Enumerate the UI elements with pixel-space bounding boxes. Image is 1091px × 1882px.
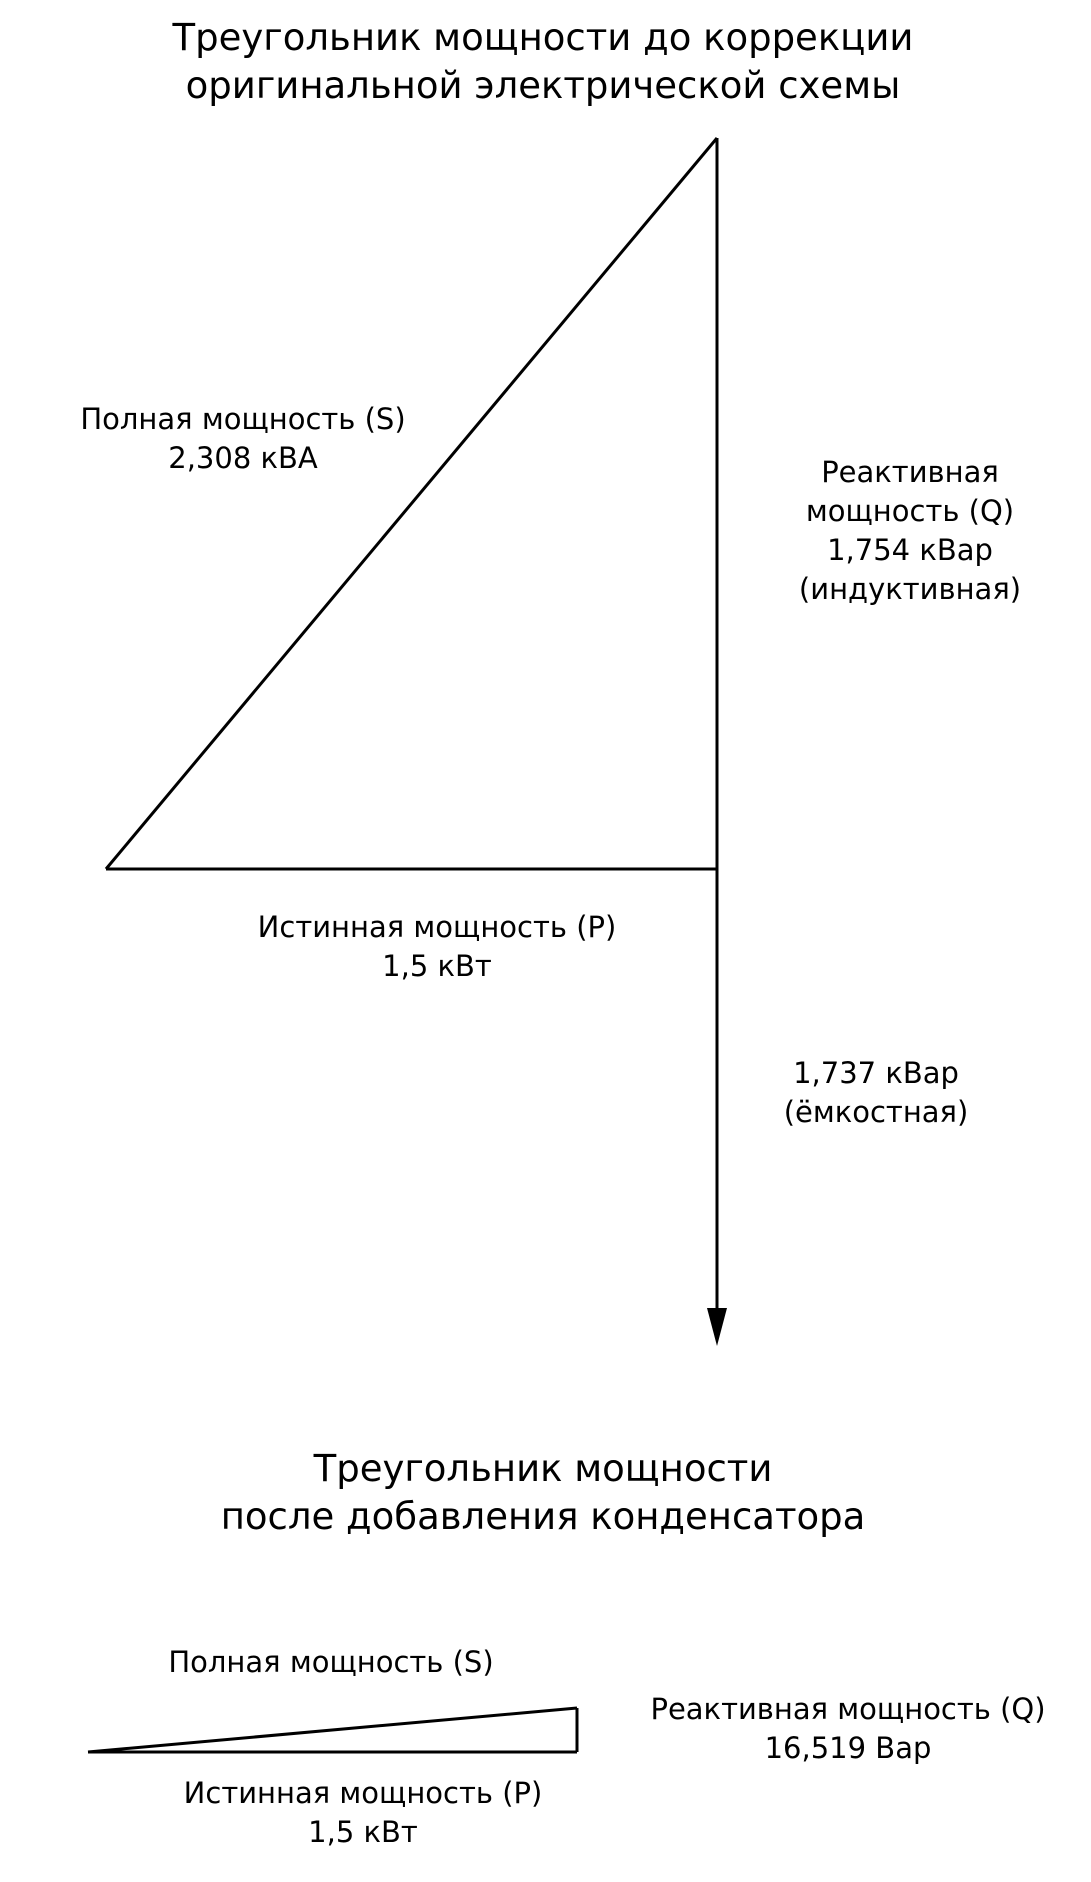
after-title (221, 1445, 866, 1541)
before-title-line-2: оригинальной электрической схемы (185, 64, 901, 107)
before-reactive-power-value: 1,754 кВар (827, 533, 993, 567)
after-reactive-power-value: 16,519 Вар (764, 1731, 932, 1765)
before-apparent-power-label (80, 400, 405, 478)
capacitive-reactive-value: 1,737 кВар (793, 1056, 959, 1090)
before-title (173, 14, 914, 110)
after-true-power-name: Истинная мощность (P) (183, 1776, 543, 1810)
before-true-power-label (258, 908, 617, 986)
capacitive-arrow-head (707, 1308, 727, 1346)
before-apparent-power-name: Полная мощность (S) (80, 402, 406, 436)
before-true-power-value: 1,5 кВт (382, 949, 492, 983)
before-reactive-power-name-2: мощность (Q) (805, 494, 1015, 528)
before-reactive-power-label (799, 453, 1021, 609)
after-apparent-power-name: Полная мощность (S) (168, 1645, 494, 1679)
after-apparent-power-label (168, 1643, 493, 1682)
after-title-line-2: после добавления конденсатора (220, 1495, 866, 1538)
after-true-power-value: 1,5 кВт (308, 1815, 418, 1849)
apparent-power-line-after (88, 1708, 577, 1752)
capacitive-reactive-type: (ёмкостная) (783, 1095, 969, 1129)
after-true-power-label (184, 1774, 543, 1852)
after-reactive-power-label (650, 1690, 1045, 1768)
after-reactive-power-name: Реактивная мощность (Q) (650, 1692, 1046, 1726)
before-title-line-1: Треугольник мощности до коррекции (172, 16, 914, 59)
apparent-power-line-before (106, 138, 717, 869)
before-true-power-name: Истинная мощность (P) (257, 910, 617, 944)
before-apparent-power-value: 2,308 кВА (168, 441, 318, 475)
before-reactive-power-type: (индуктивная) (798, 572, 1022, 606)
after-title-line-1: Треугольник мощности (313, 1447, 773, 1490)
before-reactive-power-name-1: Реактивная (821, 455, 999, 489)
capacitive-reactive-label (784, 1054, 969, 1132)
